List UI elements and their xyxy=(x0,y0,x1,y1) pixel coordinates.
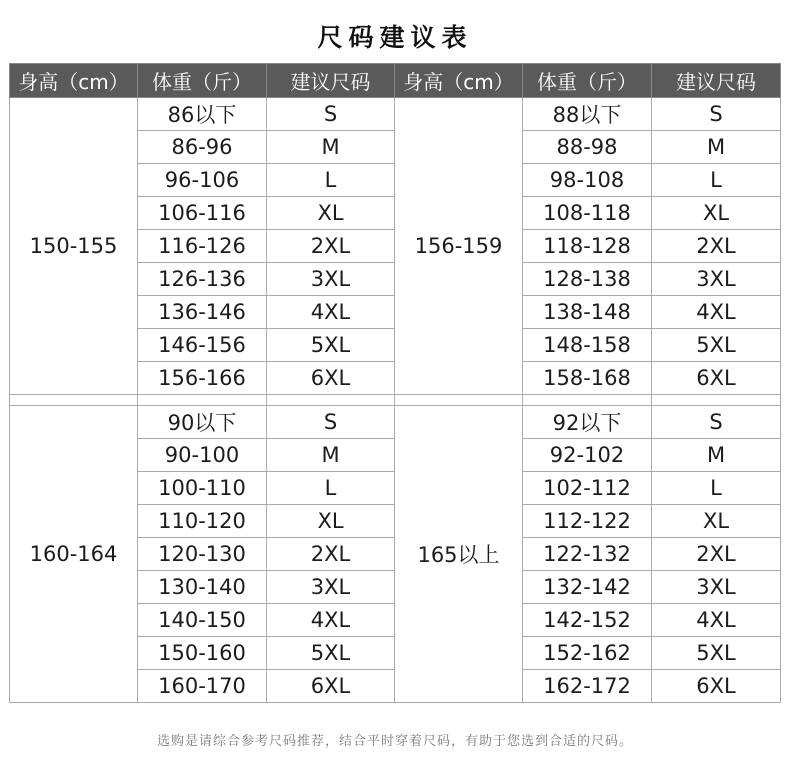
spacer-row xyxy=(10,395,781,406)
header-weight: 体重（斤） xyxy=(523,64,652,98)
spacer-cell xyxy=(395,395,523,406)
table-row xyxy=(10,406,781,439)
size-cell: 6XL xyxy=(652,670,781,703)
size-cell: 3XL xyxy=(267,571,395,604)
size-cell: 3XL xyxy=(652,263,781,296)
size-cell: L xyxy=(652,164,781,197)
weight-cell: 132-142 xyxy=(523,571,652,604)
weight-cell: 100-110 xyxy=(138,472,267,505)
weight-cell: 108-118 xyxy=(523,197,652,230)
size-cell: S xyxy=(652,98,781,131)
header-size: 建议尺码 xyxy=(267,64,395,98)
weight-cell: 88以下 xyxy=(523,98,652,131)
size-cell: XL xyxy=(652,197,781,230)
size-cell: 2XL xyxy=(267,538,395,571)
header-row xyxy=(10,64,781,98)
footer-note: 选购是请综合参考尺码推荐，结合平时穿着尺码，有助于您选到合适的尺码。 xyxy=(156,734,633,749)
weight-cell: 138-148 xyxy=(523,296,652,329)
size-cell: M xyxy=(267,439,395,472)
size-cell: S xyxy=(652,406,781,439)
size-cell: 5XL xyxy=(267,329,395,362)
weight-cell: 162-172 xyxy=(523,670,652,703)
size-cell: 2XL xyxy=(652,230,781,263)
weight-cell: 150-160 xyxy=(138,637,267,670)
weight-cell: 92以下 xyxy=(523,406,652,439)
spacer-cell xyxy=(523,395,652,406)
spacer-cell xyxy=(10,395,138,406)
size-cell: XL xyxy=(267,505,395,538)
height-range-cell: 165以上 xyxy=(395,406,523,703)
height-range-cell: 156-159 xyxy=(395,98,523,395)
weight-cell: 128-138 xyxy=(523,263,652,296)
header-size: 建议尺码 xyxy=(652,64,781,98)
weight-cell: 146-156 xyxy=(138,329,267,362)
weight-cell: 122-132 xyxy=(523,538,652,571)
size-cell: 6XL xyxy=(267,362,395,395)
weight-cell: 112-122 xyxy=(523,505,652,538)
size-cell: L xyxy=(267,164,395,197)
size-cell: M xyxy=(267,131,395,164)
spacer-cell xyxy=(267,395,395,406)
size-cell: M xyxy=(652,131,781,164)
weight-cell: 96-106 xyxy=(138,164,267,197)
weight-cell: 106-116 xyxy=(138,197,267,230)
weight-cell: 148-158 xyxy=(523,329,652,362)
size-cell: 2XL xyxy=(652,538,781,571)
size-cell: 4XL xyxy=(652,296,781,329)
size-cell: M xyxy=(652,439,781,472)
size-cell: 3XL xyxy=(652,571,781,604)
page-title: 尺码建议表 xyxy=(317,23,473,52)
size-cell: L xyxy=(652,472,781,505)
weight-cell: 110-120 xyxy=(138,505,267,538)
header-height: 身高（cm） xyxy=(10,64,138,98)
weight-cell: 118-128 xyxy=(523,230,652,263)
weight-cell: 130-140 xyxy=(138,571,267,604)
size-cell: L xyxy=(267,472,395,505)
size-cell: 5XL xyxy=(652,637,781,670)
size-cell: 5XL xyxy=(267,637,395,670)
size-cell: 4XL xyxy=(267,296,395,329)
size-cell: XL xyxy=(652,505,781,538)
spacer-cell xyxy=(652,395,781,406)
weight-cell: 90以下 xyxy=(138,406,267,439)
weight-cell: 126-136 xyxy=(138,263,267,296)
size-cell: 6XL xyxy=(652,362,781,395)
size-cell: 4XL xyxy=(267,604,395,637)
size-chart-table xyxy=(9,63,781,703)
table-row xyxy=(10,98,781,131)
weight-cell: 90-100 xyxy=(138,439,267,472)
weight-cell: 116-126 xyxy=(138,230,267,263)
weight-cell: 156-166 xyxy=(138,362,267,395)
weight-cell: 158-168 xyxy=(523,362,652,395)
size-cell: 5XL xyxy=(652,329,781,362)
size-cell: XL xyxy=(267,197,395,230)
weight-cell: 86-96 xyxy=(138,131,267,164)
weight-cell: 142-152 xyxy=(523,604,652,637)
height-range-cell: 160-164 xyxy=(10,406,138,703)
header-weight: 体重（斤） xyxy=(138,64,267,98)
weight-cell: 102-112 xyxy=(523,472,652,505)
size-cell: 6XL xyxy=(267,670,395,703)
spacer-cell xyxy=(138,395,267,406)
size-cell: S xyxy=(267,98,395,131)
weight-cell: 98-108 xyxy=(523,164,652,197)
weight-cell: 88-98 xyxy=(523,131,652,164)
height-range-cell: 150-155 xyxy=(10,98,138,395)
size-cell: 3XL xyxy=(267,263,395,296)
weight-cell: 136-146 xyxy=(138,296,267,329)
size-cell: S xyxy=(267,406,395,439)
weight-cell: 86以下 xyxy=(138,98,267,131)
header-height: 身高（cm） xyxy=(395,64,523,98)
weight-cell: 152-162 xyxy=(523,637,652,670)
weight-cell: 92-102 xyxy=(523,439,652,472)
weight-cell: 160-170 xyxy=(138,670,267,703)
weight-cell: 140-150 xyxy=(138,604,267,637)
size-cell: 2XL xyxy=(267,230,395,263)
weight-cell: 120-130 xyxy=(138,538,267,571)
size-cell: 4XL xyxy=(652,604,781,637)
